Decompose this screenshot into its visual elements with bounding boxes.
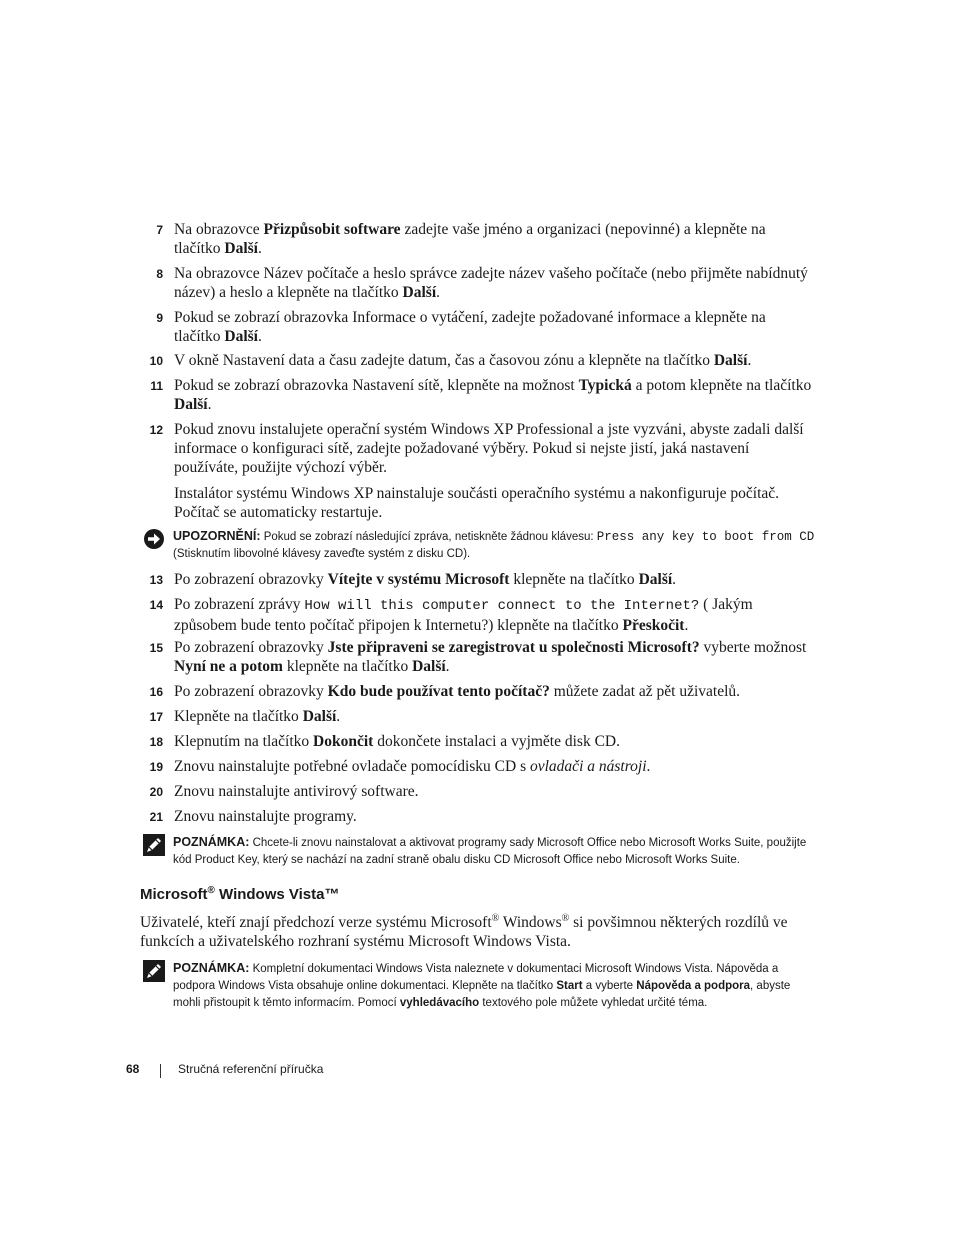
- step-number: 20: [149, 785, 163, 799]
- text: Uživatelé, kteří znají předchozí verze systému Microsoft: [140, 914, 492, 931]
- button-name: Další: [224, 240, 258, 257]
- code-text: How will this computer connect to the Internet?: [304, 598, 700, 614]
- footer-title: Stručná referenční příručka: [178, 1062, 324, 1076]
- screen-name: Vítejte v systému Microsoft: [327, 571, 510, 588]
- step-11: [145, 376, 815, 414]
- disc-name: ovladači a nástroji: [530, 758, 647, 775]
- step-15: [145, 638, 815, 676]
- step-number: 13: [149, 573, 163, 587]
- heading-text: Microsoft: [140, 886, 208, 903]
- text: Po zobrazení obrazovky: [174, 683, 328, 700]
- text: Windows: [499, 914, 562, 931]
- text: .: [436, 284, 440, 301]
- text: můžete zadat až pět uživatelů.: [549, 683, 741, 700]
- registered-mark: ®: [207, 885, 215, 896]
- step-21: [145, 807, 815, 826]
- text: textového pole můžete vyhledat určité téma.: [479, 997, 708, 1009]
- step-number: 11: [150, 379, 163, 393]
- text: Pokud znovu instalujete operační systém Windows XP Professional a jste vyzváni, abyste zadali další informace o konfiguraci sítě, zadejte požadované výběry. Pokud si nejste jistí, jaká nastavení používáte, použijte výchozí výběr.: [174, 421, 804, 476]
- step-number: 9: [156, 311, 163, 325]
- step-8: [145, 264, 815, 302]
- step-number: 16: [149, 685, 163, 699]
- step-number: 19: [149, 760, 163, 774]
- text: .: [257, 328, 262, 345]
- text: si povšimnou některých rozdílů ve funkcích a uživatelského rozhraní systému Microsoft Windows Vista.: [140, 914, 788, 950]
- step-14: [145, 595, 815, 635]
- step-number: 12: [149, 423, 163, 437]
- section-intro: [140, 913, 816, 951]
- note-label: POZNÁMKA:: [173, 961, 250, 975]
- page-number: 68: [126, 1062, 140, 1076]
- text: a potom klepněte na tlačítko: [631, 377, 812, 394]
- text: .: [672, 571, 677, 588]
- text: V okně Nastavení data a času zadejte datum, čas a časovou zónu a klepněte na tlačítko: [174, 352, 714, 369]
- option-name: Nyní ne a potom: [174, 658, 283, 675]
- text: vyberte možnost: [699, 639, 807, 656]
- screen-name: Přizpůsobit software: [263, 221, 401, 238]
- text: a vyberte: [582, 980, 637, 992]
- text: Po zobrazení obrazovky: [174, 639, 328, 656]
- text: .: [684, 617, 689, 634]
- text: (Stisknutím libovolné klávesy zaveďte systém z disku CD).: [173, 548, 471, 560]
- registered-mark: ®: [561, 912, 570, 924]
- text: .: [207, 396, 212, 413]
- step-number: 21: [149, 810, 163, 824]
- note-pencil-icon: [143, 960, 165, 982]
- step-12: [145, 420, 815, 522]
- text: klepněte na tlačítko: [509, 571, 639, 588]
- button-name: Další: [713, 352, 748, 369]
- text: , abyste mohli přistoupit k těmto informacím. Pomocí: [173, 980, 791, 1009]
- text: Po zobrazení obrazovky: [174, 571, 328, 588]
- button-name: Start: [556, 980, 583, 992]
- footer-divider: [160, 1064, 161, 1078]
- text: Chcete-li znovu nainstalovat a aktivovat programy sady Microsoft Office nebo Microsoft Works Suite, použijte kód Product Key, který se nachází na zadní straně obalu disku CD Microsoft Office nebo Microsoft Works Suite.: [173, 837, 807, 866]
- page-footer: [126, 1062, 324, 1076]
- text: .: [445, 658, 450, 675]
- section-heading: [140, 886, 339, 903]
- text: ( Jakým způsobem bude tento počítač připojen k Internetu?) klepněte na tlačítko: [174, 596, 753, 634]
- text: Klepněte na tlačítko: [174, 708, 303, 725]
- step-number: 7: [156, 223, 163, 237]
- step-number: 14: [149, 598, 163, 612]
- text: .: [747, 352, 752, 369]
- step-12-followup: Instalátor systému Windows XP nainstaluje součásti operačního systému a nakonfiguruje počítač. Počítač se automaticky restartuje.: [174, 485, 780, 521]
- note-2: [143, 960, 817, 1012]
- step-number: 17: [149, 710, 163, 724]
- step-number: 10: [149, 354, 163, 368]
- screen-name: Kdo bude používat tento počítač?: [327, 683, 550, 700]
- note-pencil-icon: [143, 834, 165, 856]
- text: Znovu nainstalujte potřebné ovladače pomocídisku CD s: [174, 758, 530, 775]
- step-number: 18: [149, 735, 163, 749]
- menu-name: Nápověda a podpora: [636, 980, 751, 992]
- caution-label: UPOZORNĚNÍ:: [173, 529, 261, 543]
- button-name: Dokončit: [313, 733, 374, 750]
- text: .: [646, 758, 651, 775]
- step-20: [145, 782, 815, 801]
- text: Pokud se zobrazí obrazovka Informace o vytáčení, zadejte požadované informace a klepněte na tlačítko: [174, 309, 766, 345]
- step-13: [145, 570, 815, 589]
- button-name: Další: [638, 571, 673, 588]
- step-16: [145, 682, 815, 701]
- code-text: Press any key to boot from CD: [596, 530, 815, 544]
- step-number: 8: [156, 267, 163, 281]
- option-name: Typická: [578, 377, 632, 394]
- text: Na obrazovce: [174, 221, 264, 238]
- field-name: vyhledávacího: [399, 997, 480, 1009]
- text: Znovu nainstalujte antivirový software.: [174, 783, 419, 800]
- text: Znovu nainstalujte programy.: [174, 808, 357, 825]
- text: Na obrazovce Název počítače a heslo správce zadejte název vašeho počítače (nebo přijměte nabídnutý název) a heslo a klepněte na tlačítko: [174, 265, 808, 301]
- button-name: Další: [412, 658, 446, 675]
- text: zadejte vaše jméno a organizaci (nepovinné) a klepněte na tlačítko: [174, 221, 766, 257]
- text: dokončete instalaci a vyjměte disk CD.: [373, 733, 620, 750]
- text: Pokud se zobrazí obrazovka Nastavení sítě, klepněte na možnost: [174, 377, 579, 394]
- step-17: [145, 707, 815, 726]
- note-1: [143, 834, 815, 869]
- text: .: [336, 708, 341, 725]
- button-name: Další: [302, 708, 337, 725]
- step-7: [145, 220, 815, 258]
- step-number: 15: [149, 641, 163, 655]
- step-18: [145, 732, 815, 751]
- button-name: Další: [402, 284, 437, 301]
- text: Pokud se zobrazí následující zpráva, netiskněte žádnou klávesu:: [260, 531, 597, 543]
- step-10: [145, 351, 815, 370]
- button-name: Další: [174, 396, 208, 413]
- text: klepněte na tlačítko: [282, 658, 413, 675]
- caution-notice: [143, 528, 815, 563]
- note-label: POZNÁMKA:: [173, 835, 250, 849]
- button-name: Přeskočit: [622, 617, 685, 634]
- step-19: [145, 757, 815, 776]
- button-name: Další: [224, 328, 258, 345]
- heading-text: Windows Vista™: [214, 886, 340, 903]
- caution-arrow-icon: [143, 528, 165, 550]
- screen-name: Jste připraveni se zaregistrovat u společnosti Microsoft?: [327, 639, 700, 656]
- text: Klepnutím na tlačítko: [174, 733, 314, 750]
- step-9: [145, 308, 815, 346]
- registered-mark: ®: [491, 912, 500, 924]
- text: Po zobrazení zprávy: [174, 596, 305, 613]
- text: Kompletní dokumentaci Windows Vista naleznete v dokumentaci Microsoft Windows Vista. Nápověda a podpora Windows Vista obsahuje online dokumentaci. Klepněte na tlačítko: [173, 963, 779, 992]
- text: .: [257, 240, 262, 257]
